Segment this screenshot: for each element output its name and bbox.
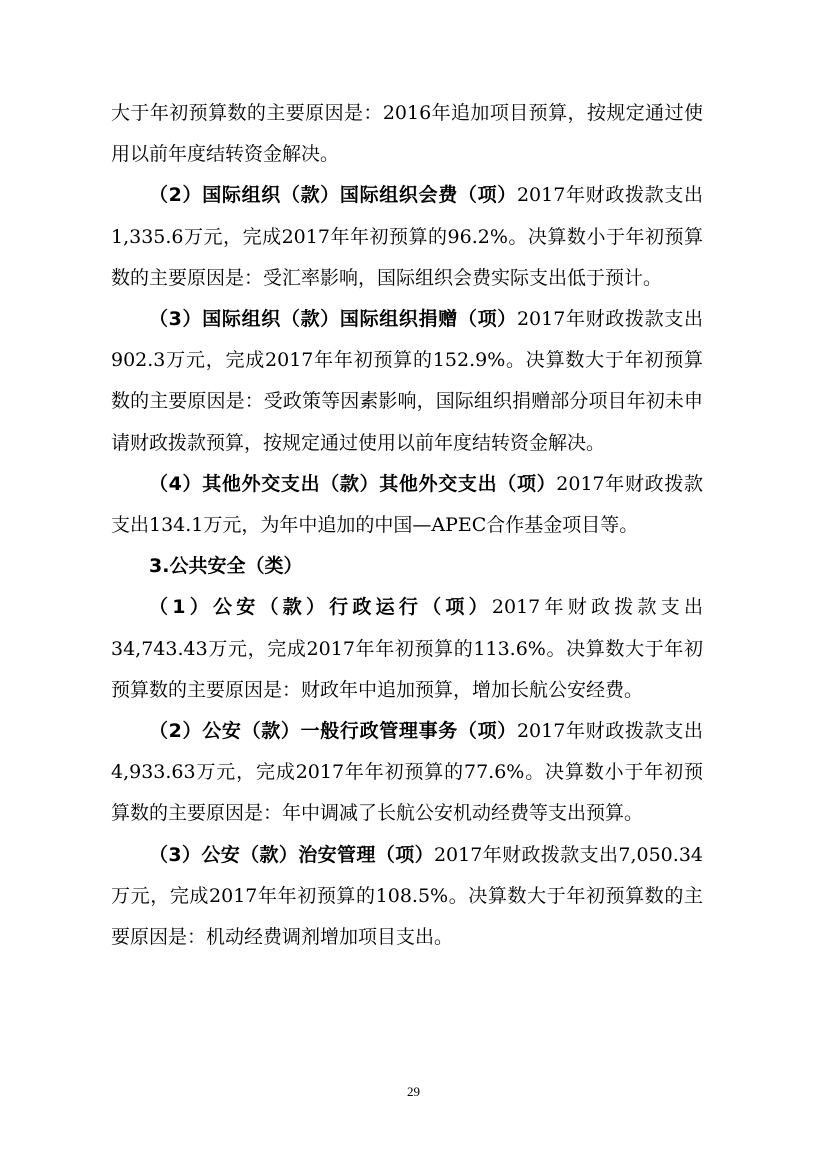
- paragraph-body: 2017年财政拨款支出1,335.6万元，完成2017年年初预算的96.2%。决算数小于年初预算数的主要原因是：受汇率影响，国际组织会费实际支出低于预计。: [111, 184, 703, 289]
- paragraph-body: 2017年财政拨款支出34,743.43万元，完成2017年年初预算的113.6%。决算数大于年初预算数的主要原因是：财政年中追加预算，增加长航公安经费。: [111, 596, 703, 701]
- paragraph-body: 2017年财政拨款支出7,050.34万元，完成2017年年初预算的108.5%。决算数大于年初预算数的主要原因是：机动经费调剂增加项目支出。: [111, 843, 703, 949]
- section-heading: 3.公共安全（类）: [149, 555, 303, 578]
- paragraph-heading: （4）其他外交支出（款）其他外交支出（项）: [149, 472, 557, 495]
- paragraph-heading: （3）国际组织（款）国际组织捐赠（项）: [149, 308, 517, 331]
- paragraph-intl-org-fees: [111, 175, 703, 299]
- paragraph-other-diplomacy: [111, 464, 703, 546]
- paragraph-body: 大于年初预算数的主要原因是：2016年追加项目预算，按规定通过使用以前年度结转资金解决。: [111, 102, 703, 166]
- paragraph-police-admin-operation: [111, 587, 703, 711]
- paragraph-body: 2017年财政拨款支出134.1万元，为年中追加的中国—APEC合作基金项目等。: [111, 472, 703, 537]
- paragraph-police-general-admin: [111, 711, 703, 835]
- paragraph-heading: （1）公安（款）行政运行（项）: [149, 596, 492, 619]
- paragraph-body: 2017年财政拨款支出4,933.63万元，完成2017年年初预算的77.6%。决算数小于年初预算数的主要原因是：年中调减了长航公安机动经费等支出预算。: [111, 720, 703, 825]
- paragraph-continuation: [111, 93, 703, 175]
- paragraph-body: 2017年财政拨款支出902.3万元，完成2017年年初预算的152.9%。决算数大于年初预算数的主要原因是：受政策等因素影响，国际组织捐赠部分项目年初未申请财政拨款预算，按规定通过使用以前年度结转资金解决。: [111, 308, 703, 454]
- paragraph-heading: （2）公安（款）一般行政管理事务（项）: [149, 720, 517, 743]
- paragraph-heading: （2）国际组织（款）国际组织会费（项）: [149, 184, 517, 207]
- body-text: [111, 93, 703, 958]
- section-heading-public-security: [111, 546, 703, 587]
- paragraph-police-public-order: [111, 835, 703, 959]
- paragraph-heading: （3）公安（款）治安管理（项）: [149, 843, 434, 866]
- paragraph-intl-org-donations: [111, 299, 703, 464]
- page-number: 29: [407, 1084, 420, 1099]
